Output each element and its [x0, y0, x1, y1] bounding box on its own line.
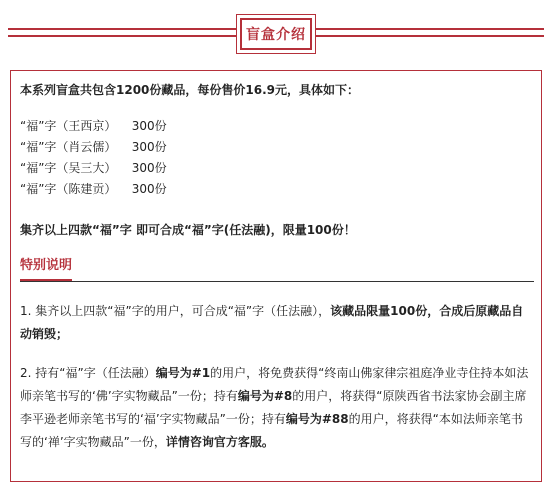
note1-emphasis: 该藏品限量100份，合成后原藏品自动销毁；: [20, 304, 524, 341]
list-item: [20, 179, 534, 200]
note1-text: 1. 集齐以上四款“福”字的用户，可合成“福”字（任法融），: [20, 304, 331, 318]
note2-text-c: 的用户，将免费获得“终南山佛家律宗祖庭净业寺住持本如法师亲笔书写的‘佛’字实物藏品”一份；持有: [20, 366, 529, 403]
note2-text-g: 的用户，将获得“本如法师亲笔书写的‘禅’字实物藏品”一份，: [20, 412, 523, 449]
header-rule-right-bottom: [316, 35, 544, 37]
content-body: [20, 78, 534, 466]
item-count: 300份: [131, 140, 167, 154]
header-title-frame: [236, 14, 316, 54]
combine-text: 集齐以上四款“福”字 即可合成“福”字(任法融)，限量100份！: [20, 223, 356, 237]
section-header: [0, 0, 552, 64]
page-title: 盲盒介绍: [240, 18, 312, 50]
list-item: [20, 137, 534, 158]
note2-number-8: 编号为#8: [237, 389, 293, 403]
special-section-heading: [20, 256, 534, 282]
list-item: [20, 158, 534, 179]
list-item: [20, 116, 534, 137]
note2-text-a: 2. 持有“福”字（任法融）: [20, 366, 156, 380]
header-rule-left-top: [8, 28, 236, 30]
item-count: 300份: [131, 161, 167, 175]
item-name: “福”字（陈建贡）: [20, 182, 117, 196]
item-name: “福”字（吴三大）: [20, 161, 117, 175]
special-note-1: [20, 300, 534, 346]
header-rule-right-top: [316, 28, 544, 30]
item-name: “福”字（王西京）: [20, 119, 117, 133]
item-list: [20, 116, 534, 200]
note2-number-1: 编号为#1: [155, 366, 211, 380]
item-count: 300份: [131, 182, 167, 196]
item-name: “福”字（肖云儒）: [20, 140, 117, 154]
special-title: 特别说明: [20, 256, 72, 282]
section-divider: [20, 281, 534, 282]
note2-contact: 详情咨询官方客服。: [165, 435, 274, 449]
item-count: 300份: [131, 119, 167, 133]
intro-text: 本系列盲盒共包含1200份藏品，每份售价16.9元，具体如下：: [20, 83, 360, 97]
note2-number-88: 编号为#88: [285, 412, 349, 426]
header-rule-left-bottom: [8, 35, 236, 37]
special-note-2: [20, 362, 534, 454]
note2-text-e: 的用户，将获得“原陕西省书法家协会副主席李平逊老师亲笔书写的‘福’字实物藏品”一份；持有: [20, 389, 527, 426]
